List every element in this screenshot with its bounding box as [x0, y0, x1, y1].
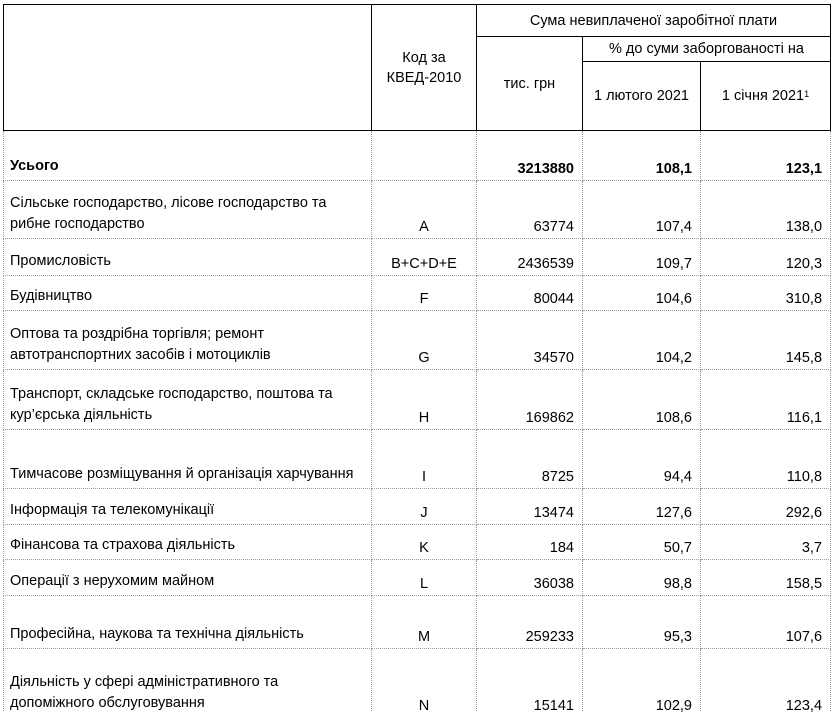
code-cell: A: [372, 181, 477, 239]
code-cell: N: [372, 649, 477, 712]
pct-feb-cell: 108,6: [583, 370, 701, 430]
activity-cell: Діяльність у сфері адміністративного та допоміжного обслуговування: [4, 649, 372, 712]
activity-cell: Тимчасове розміщування й організація харчування: [4, 430, 372, 489]
pct-feb-cell: 102,9: [583, 649, 701, 712]
pct-jan-cell: 310,8: [701, 276, 831, 311]
code-cell: G: [372, 311, 477, 370]
code-cell: L: [372, 560, 477, 596]
header-percent-label: % до суми заборгованості на: [609, 41, 804, 57]
table-row-total: [4, 131, 831, 181]
code-cell: H: [372, 370, 477, 430]
amount-cell: 169862: [477, 370, 583, 430]
pct-jan-cell: 145,8: [701, 311, 831, 370]
header-code-label: Код за КВЕД-2010: [386, 49, 462, 86]
table-body: [4, 131, 831, 712]
table-row: [4, 489, 831, 525]
amount-cell: 3213880: [477, 131, 583, 181]
header-date1-cell: [583, 62, 701, 131]
pct-feb-cell: 95,3: [583, 596, 701, 649]
code-cell: F: [372, 276, 477, 311]
table-row: [4, 239, 831, 276]
amount-cell: 80044: [477, 276, 583, 311]
amount-cell: 8725: [477, 430, 583, 489]
table-row: [4, 525, 831, 560]
header-date2-footnote: 1: [804, 89, 810, 99]
code-cell: M: [372, 596, 477, 649]
activity-cell: Інформація та телекомунікації: [4, 489, 372, 525]
code-cell: J: [372, 489, 477, 525]
table-row: [4, 370, 831, 430]
header-date2-label: 1 січня 2021: [721, 88, 805, 104]
table-row: [4, 311, 831, 370]
pct-feb-cell: 108,1: [583, 131, 701, 181]
activity-cell: Промисловість: [4, 239, 372, 276]
amount-cell: 13474: [477, 489, 583, 525]
header-sum-label: Сума невиплаченої заробітної плати: [529, 12, 778, 29]
table-row: [4, 560, 831, 596]
amount-cell: 34570: [477, 311, 583, 370]
pct-jan-cell: 292,6: [701, 489, 831, 525]
pct-jan-cell: 123,1: [701, 131, 831, 181]
activity-cell: Фінансова та страхова діяльність: [4, 525, 372, 560]
activity-cell: Транспорт, складське господарство, поштова та кур’єрська діяльність: [4, 370, 372, 430]
header-date1-label: 1 лютого 2021: [594, 88, 689, 104]
amount-cell: 259233: [477, 596, 583, 649]
code-cell: I: [372, 430, 477, 489]
header-thousand-label: тис. грн: [503, 75, 556, 92]
pct-feb-cell: 104,6: [583, 276, 701, 311]
pct-jan-cell: 158,5: [701, 560, 831, 596]
activity-cell: Усього: [4, 131, 372, 181]
table-row: [4, 276, 831, 311]
table-row: [4, 649, 831, 712]
header-thousand-cell: [477, 37, 583, 131]
amount-cell: 2436539: [477, 239, 583, 276]
table-header: [4, 5, 831, 131]
activity-cell: Сільське господарство, лісове господарство та рибне господарство: [4, 181, 372, 239]
code-cell: B+C+D+E: [372, 239, 477, 276]
header-activity-cell: [4, 5, 372, 131]
code-cell: [372, 131, 477, 181]
header-date2-cell: [701, 62, 831, 131]
amount-cell: 36038: [477, 560, 583, 596]
pct-feb-cell: 98,8: [583, 560, 701, 596]
pct-feb-cell: 107,4: [583, 181, 701, 239]
amount-cell: 15141: [477, 649, 583, 712]
pct-feb-cell: 50,7: [583, 525, 701, 560]
code-cell: K: [372, 525, 477, 560]
activity-cell: Будівництво: [4, 276, 372, 311]
amount-cell: 63774: [477, 181, 583, 239]
header-percent-cell: [583, 37, 831, 62]
pct-feb-cell: 127,6: [583, 489, 701, 525]
header-code-cell: [372, 5, 477, 131]
header-sum-cell: [477, 5, 831, 37]
table-row: [4, 181, 831, 239]
wage-arrears-table: [3, 4, 831, 712]
table-row: [4, 596, 831, 649]
pct-feb-cell: 94,4: [583, 430, 701, 489]
activity-cell: Оптова та роздрібна торгівля; ремонт автотранспортних засобів і мотоциклів: [4, 311, 372, 370]
amount-cell: 184: [477, 525, 583, 560]
pct-feb-cell: 109,7: [583, 239, 701, 276]
pct-jan-cell: 116,1: [701, 370, 831, 430]
table-row: [4, 430, 831, 489]
pct-feb-cell: 104,2: [583, 311, 701, 370]
activity-cell: Професійна, наукова та технічна діяльність: [4, 596, 372, 649]
pct-jan-cell: 120,3: [701, 239, 831, 276]
pct-jan-cell: 123,4: [701, 649, 831, 712]
wage-arrears-table-container: [3, 4, 831, 712]
pct-jan-cell: 107,6: [701, 596, 831, 649]
pct-jan-cell: 3,7: [701, 525, 831, 560]
pct-jan-cell: 138,0: [701, 181, 831, 239]
activity-cell: Операції з нерухомим майном: [4, 560, 372, 596]
pct-jan-cell: 110,8: [701, 430, 831, 489]
